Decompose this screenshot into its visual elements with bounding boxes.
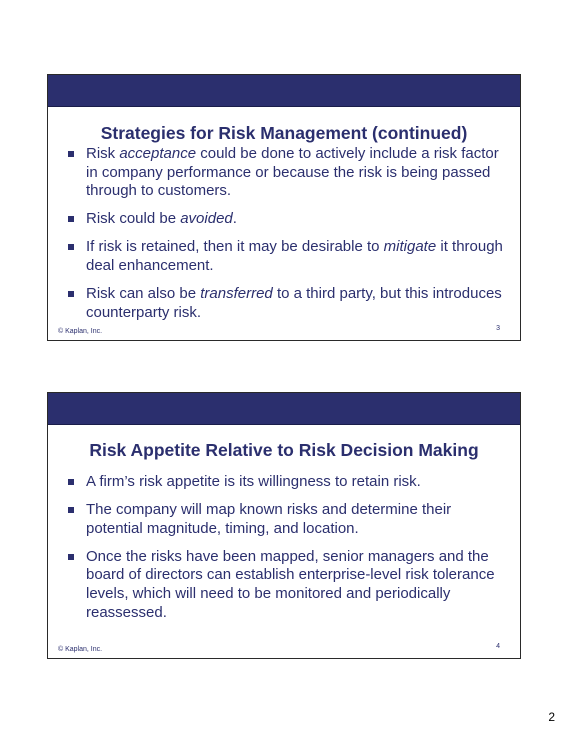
page-number: 2 — [548, 710, 555, 724]
copyright-footer: © Kaplan, Inc. — [58, 646, 103, 653]
bullet-item: Once the risks have been mapped, senior managers and the board of directors can establish enterprise-level risk tolerance levels, which will need to be monitored and periodically reassessed. — [65, 548, 504, 622]
slide-4 — [47, 392, 521, 659]
bullet-list — [48, 473, 520, 622]
square-bullet-icon — [68, 554, 74, 560]
square-bullet-icon — [68, 216, 74, 222]
bullet-item: If risk is retained, then it may be desirable to mitigate it through deal enhancement. — [65, 238, 504, 275]
square-bullet-icon — [68, 507, 74, 513]
bullet-item: Risk acceptance could be done to actively include a risk factor in company performance or because the risk is being passed through to customers. — [65, 145, 504, 201]
slide-number: 3 — [496, 325, 500, 332]
slide-title: Strategies for Risk Management (continued) — [100, 123, 468, 143]
square-bullet-icon — [68, 291, 74, 297]
square-bullet-icon — [68, 244, 74, 250]
square-bullet-icon — [68, 151, 74, 157]
slide-title: Risk Appetite Relative to Risk Decision Making — [89, 440, 479, 460]
copyright-footer: © Kaplan, Inc. — [58, 328, 103, 335]
bullet-item: A firm’s risk appetite is its willingness to retain risk. — [65, 473, 504, 492]
bullet-item: Risk can also be transferred to a third party, but this introduces counterparty risk. — [65, 285, 504, 322]
square-bullet-icon — [68, 479, 74, 485]
bullet-list — [48, 145, 520, 322]
slide-header-bar — [48, 393, 520, 425]
slide-number: 4 — [496, 643, 500, 650]
bullet-item: Risk could be avoided. — [65, 210, 504, 229]
slide-header-bar — [48, 75, 520, 107]
slide-3 — [47, 74, 521, 341]
bullet-item: The company will map known risks and determine their potential magnitude, timing, and location. — [65, 501, 504, 538]
